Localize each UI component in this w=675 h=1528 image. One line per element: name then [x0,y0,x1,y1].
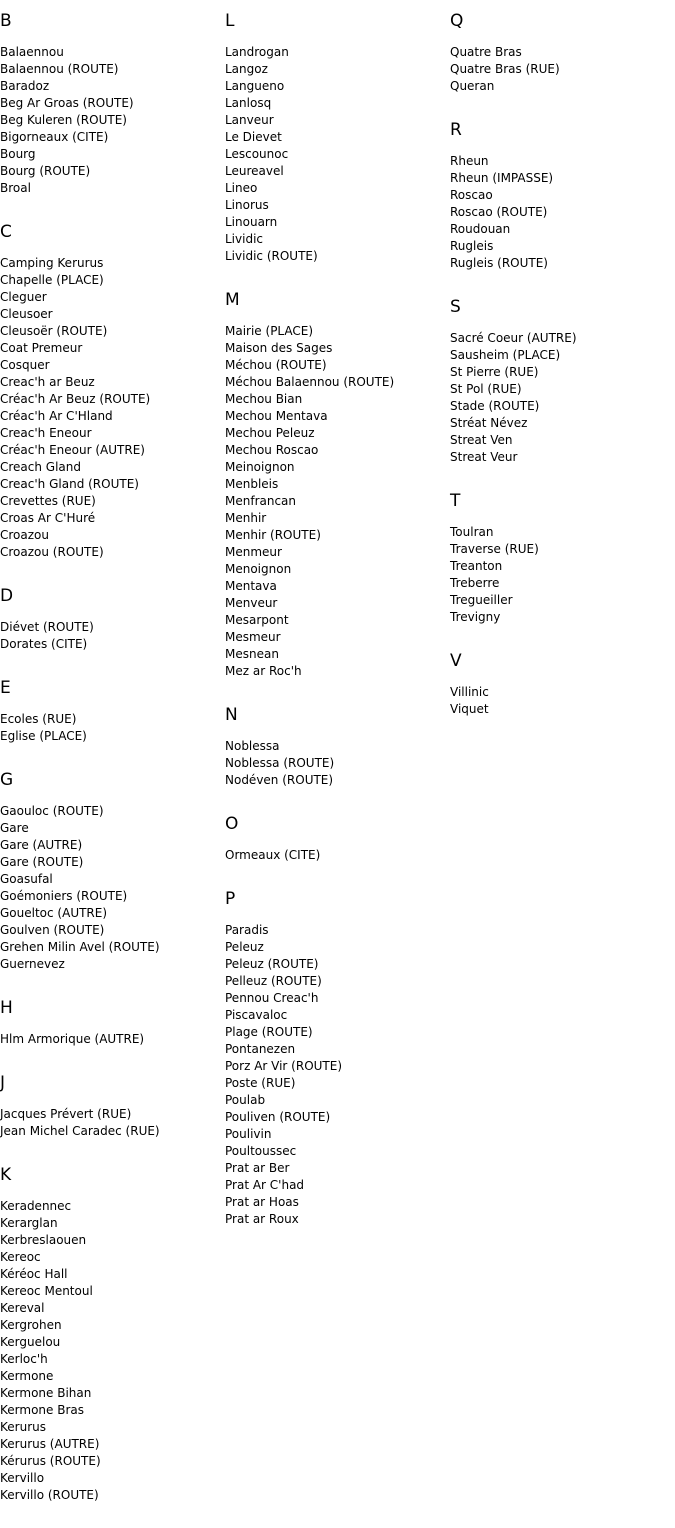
street-link[interactable]: Linouarn [225,215,278,229]
street-link[interactable]: Mentava [225,579,277,593]
street-link[interactable]: Pelleuz (ROUTE) [225,974,322,988]
street-link[interactable]: Langueno [225,79,285,93]
street-link[interactable]: Cleguer [0,290,47,304]
street-link[interactable]: Coat Premeur [0,341,83,355]
letter-section [450,10,670,95]
street-link[interactable]: Goulven (ROUTE) [0,923,105,937]
street-link[interactable]: Rheun [450,154,489,168]
street-link[interactable]: Traverse (RUE) [450,542,539,556]
street-link[interactable]: Nodéven (ROUTE) [225,773,334,787]
letter-section [450,119,670,272]
street-link[interactable]: Lineo [225,181,258,195]
street-link[interactable]: Broal [0,181,31,195]
street-link[interactable]: Paradis [225,923,269,937]
street-list [0,255,220,561]
street-link[interactable]: Porz Ar Vir (ROUTE) [225,1059,343,1073]
street-link[interactable]: Kérurus (ROUTE) [0,1454,101,1468]
street-link[interactable]: Beg Kuleren (ROUTE) [0,113,127,127]
section-letter-heading: T [450,491,461,511]
street-link[interactable]: Créac'h Ar C'Hland [0,409,113,423]
street-link[interactable]: Ecoles (RUE) [0,712,77,726]
street-link[interactable]: Creac'h Gland (ROUTE) [0,477,139,491]
letter-section [0,1164,220,1504]
letter-section [0,997,220,1048]
section-letter-heading: O [225,814,239,834]
street-link[interactable]: Maison des Sages [225,341,333,355]
street-link[interactable]: Pennou Creac'h [225,991,319,1005]
street-link[interactable]: Stade (ROUTE) [450,399,540,413]
street-link[interactable]: Meinoignon [225,460,295,474]
street-link[interactable]: Quatre Bras [450,45,522,59]
street-link[interactable]: Kereval [0,1301,45,1315]
street-link[interactable]: Kermone [0,1369,54,1383]
index-column-2 [225,10,445,1252]
section-letter-heading: N [225,705,238,725]
street-list [450,684,670,718]
section-letter-heading: H [0,998,13,1018]
street-link[interactable]: Trevigny [450,610,501,624]
street-link[interactable]: Balaennou [0,45,64,59]
street-link[interactable]: Cleusoër (ROUTE) [0,324,108,338]
section-letter-heading: K [0,1165,12,1185]
street-link[interactable]: Kerurus [0,1420,46,1434]
letter-section [225,10,445,265]
street-link[interactable]: Streat Veur [450,450,518,464]
street-list [0,1106,220,1140]
street-link[interactable]: Roscao [450,188,493,202]
street-link[interactable]: Pontanezen [225,1042,296,1056]
street-link[interactable]: Mairie (PLACE) [225,324,314,338]
street-link[interactable]: Créac'h Ar Beuz (ROUTE) [0,392,151,406]
section-letter-heading: Q [450,11,464,31]
street-link[interactable]: Prat ar Hoas [225,1195,299,1209]
street-link[interactable]: Kerloc'h [0,1352,48,1366]
street-link[interactable]: Kéréoc Hall [0,1267,68,1281]
street-list [225,323,445,680]
street-link[interactable]: Kermone Bras [0,1403,84,1417]
street-link[interactable]: Prat ar Roux [225,1212,299,1226]
street-link[interactable]: Hlm Armorique (AUTRE) [0,1032,145,1046]
street-link[interactable]: Poste (RUE) [225,1076,296,1090]
street-link[interactable]: Croas Ar C'Huré [0,511,96,525]
street-link[interactable]: Baradoz [0,79,50,93]
street-list [0,619,220,653]
street-link[interactable]: Kerbreslaouen [0,1233,87,1247]
letter-section [225,888,445,1228]
letter-section [0,221,220,561]
street-link[interactable]: Lanveur [225,113,274,127]
street-link[interactable]: Creac'h ar Beuz [0,375,95,389]
street-link[interactable]: Lividic (ROUTE) [225,249,318,263]
street-link[interactable]: Kervillo (ROUTE) [0,1488,99,1502]
street-link[interactable]: Poulivin [225,1127,272,1141]
letter-section [450,296,670,466]
street-link[interactable]: Cleusoer [0,307,53,321]
section-letter-heading: M [225,290,240,310]
street-link[interactable]: Poultoussec [225,1144,297,1158]
street-link[interactable]: Rugleis [450,239,494,253]
street-link[interactable]: Treberre [450,576,500,590]
street-link[interactable]: St Pierre (RUE) [450,365,539,379]
letter-section [450,490,670,626]
street-link[interactable]: Peleuz [225,940,264,954]
street-link[interactable]: Noblessa [225,739,280,753]
street-link[interactable]: Sacré Coeur (AUTRE) [450,331,577,345]
street-link[interactable]: Sausheim (PLACE) [450,348,561,362]
section-letter-heading: G [0,770,14,790]
street-list [0,1198,220,1504]
street-link[interactable]: Bigorneaux (CITE) [0,130,109,144]
street-link[interactable]: Gare [0,821,29,835]
street-link[interactable]: Keradennec [0,1199,72,1213]
street-link[interactable]: St Pol (RUE) [450,382,522,396]
street-link[interactable]: Mechou Peleuz [225,426,315,440]
street-link[interactable]: Ormeaux (CITE) [225,848,321,862]
street-link[interactable]: Créac'h Eneour (AUTRE) [0,443,145,457]
street-link[interactable]: Leureavel [225,164,284,178]
street-link[interactable]: Kervillo [0,1471,45,1485]
section-letter-heading: C [0,222,12,242]
street-list [0,44,220,197]
street-link[interactable]: Peleuz (ROUTE) [225,957,319,971]
street-link[interactable]: Lanlosq [225,96,272,110]
street-link[interactable]: Croazou [0,528,49,542]
section-letter-heading: E [0,678,11,698]
letter-section [0,585,220,653]
street-link[interactable]: Mechou Roscao [225,443,319,457]
street-link[interactable]: Crevettes (RUE) [0,494,96,508]
street-link[interactable]: Balaennou (ROUTE) [0,62,119,76]
street-link[interactable]: Menmeur [225,545,282,559]
street-link[interactable]: Goémoniers (ROUTE) [0,889,128,903]
street-list [450,153,670,272]
street-list [225,847,445,864]
street-link[interactable]: Treanton [450,559,503,573]
street-link[interactable]: Menhir (ROUTE) [225,528,321,542]
section-letter-heading: L [225,11,235,31]
street-link[interactable]: Streat Ven [450,433,513,447]
street-link[interactable]: Prat ar Ber [225,1161,290,1175]
street-list [0,711,220,745]
street-link[interactable]: Kerarglan [0,1216,58,1230]
section-letter-heading: D [0,586,14,606]
index-column-3 [450,10,670,742]
street-link[interactable]: Creach Gland [0,460,82,474]
street-link[interactable]: Tregueiller [450,593,513,607]
letter-section [0,769,220,973]
letter-section [0,1072,220,1140]
street-link[interactable]: Cosquer [0,358,50,372]
street-link[interactable]: Linorus [225,198,269,212]
street-link[interactable]: Guernevez [0,957,65,971]
street-link[interactable]: Mesnean [225,647,279,661]
street-link[interactable]: Le Dievet [225,130,282,144]
street-link[interactable]: Plage (ROUTE) [225,1025,313,1039]
letter-section [0,10,220,197]
street-link[interactable]: Eglise (PLACE) [0,729,87,743]
street-link[interactable]: Jacques Prévert (RUE) [0,1107,132,1121]
section-letter-heading: J [0,1073,6,1093]
street-link[interactable]: Lescounoc [225,147,289,161]
street-link[interactable]: Menhir [225,511,267,525]
street-link[interactable]: Menfrancan [225,494,297,508]
street-list [450,44,670,95]
street-link[interactable]: Quatre Bras (RUE) [450,62,560,76]
street-link[interactable]: Queran [450,79,495,93]
street-link[interactable]: Menoignon [225,562,292,576]
street-link[interactable]: Menveur [225,596,278,610]
street-link[interactable]: Stréat Névez [450,416,528,430]
section-letter-heading: V [450,651,462,671]
street-link[interactable]: Gare (AUTRE) [0,838,83,852]
street-link[interactable]: Mesmeur [225,630,281,644]
street-link[interactable]: Rugleis (ROUTE) [450,256,548,270]
letter-section [225,813,445,864]
street-link[interactable]: Gaouloc (ROUTE) [0,804,104,818]
street-link[interactable]: Kereoc Mentoul [0,1284,93,1298]
street-link[interactable]: Méchou Balaennou (ROUTE) [225,375,395,389]
street-link[interactable]: Piscavaloc [225,1008,288,1022]
street-link[interactable]: Kerurus (AUTRE) [0,1437,100,1451]
letter-section [450,650,670,718]
street-link[interactable]: Kermone Bihan [0,1386,92,1400]
street-link[interactable]: Gare (ROUTE) [0,855,84,869]
street-link[interactable]: Roscao (ROUTE) [450,205,548,219]
street-link[interactable]: Landrogan [225,45,289,59]
street-list [225,922,445,1228]
street-link[interactable]: Camping Kerurus [0,256,104,270]
street-link[interactable]: Diévet (ROUTE) [0,620,94,634]
street-link[interactable]: Poulab [225,1093,266,1107]
street-link[interactable]: Beg Ar Groas (ROUTE) [0,96,134,110]
street-link[interactable]: Bourg [0,147,36,161]
letter-section [0,677,220,745]
street-link[interactable]: Roudouan [450,222,511,236]
street-link[interactable]: Menbleis [225,477,279,491]
street-list [450,330,670,466]
street-list [225,738,445,789]
street-link[interactable]: Croazou (ROUTE) [0,545,104,559]
street-link[interactable]: Kergrohen [0,1318,62,1332]
street-link[interactable]: Mesarpont [225,613,289,627]
section-letter-heading: R [450,120,462,140]
street-link[interactable]: Grehen Milin Avel (ROUTE) [0,940,160,954]
section-letter-heading: B [0,11,12,31]
street-link[interactable]: Noblessa (ROUTE) [225,756,335,770]
street-link[interactable]: Méchou (ROUTE) [225,358,327,372]
section-letter-heading: S [450,297,461,317]
street-link[interactable]: Jean Michel Caradec (RUE) [0,1124,160,1138]
street-link[interactable]: Mechou Bian [225,392,303,406]
street-link[interactable]: Chapelle (PLACE) [0,273,104,287]
letter-section [225,289,445,680]
street-link[interactable]: Goueltoc (AUTRE) [0,906,108,920]
street-link[interactable]: Creac'h Eneour [0,426,92,440]
street-link[interactable]: Pouliven (ROUTE) [225,1110,331,1124]
street-link[interactable]: Rheun (IMPASSE) [450,171,554,185]
street-link[interactable]: Prat Ar C'had [225,1178,305,1192]
street-list [0,1031,220,1048]
street-link[interactable]: Viquet [450,702,489,716]
street-link[interactable]: Toulran [450,525,494,539]
street-list [0,803,220,973]
street-link[interactable]: Kereoc [0,1250,41,1264]
street-link[interactable]: Goasufal [0,872,53,886]
street-link[interactable]: Mez ar Roc'h [225,664,302,678]
street-list [225,44,445,265]
street-link[interactable]: Kerguelou [0,1335,61,1349]
street-list [450,524,670,626]
letter-section [225,704,445,789]
street-link[interactable]: Bourg (ROUTE) [0,164,91,178]
street-link[interactable]: Mechou Mentava [225,409,328,423]
street-link[interactable]: Dorates (CITE) [0,637,88,651]
street-link[interactable]: Villinic [450,685,489,699]
street-link[interactable]: Lividic [225,232,264,246]
index-column-1 [0,10,220,1528]
street-link[interactable]: Langoz [225,62,268,76]
section-letter-heading: P [225,889,236,909]
